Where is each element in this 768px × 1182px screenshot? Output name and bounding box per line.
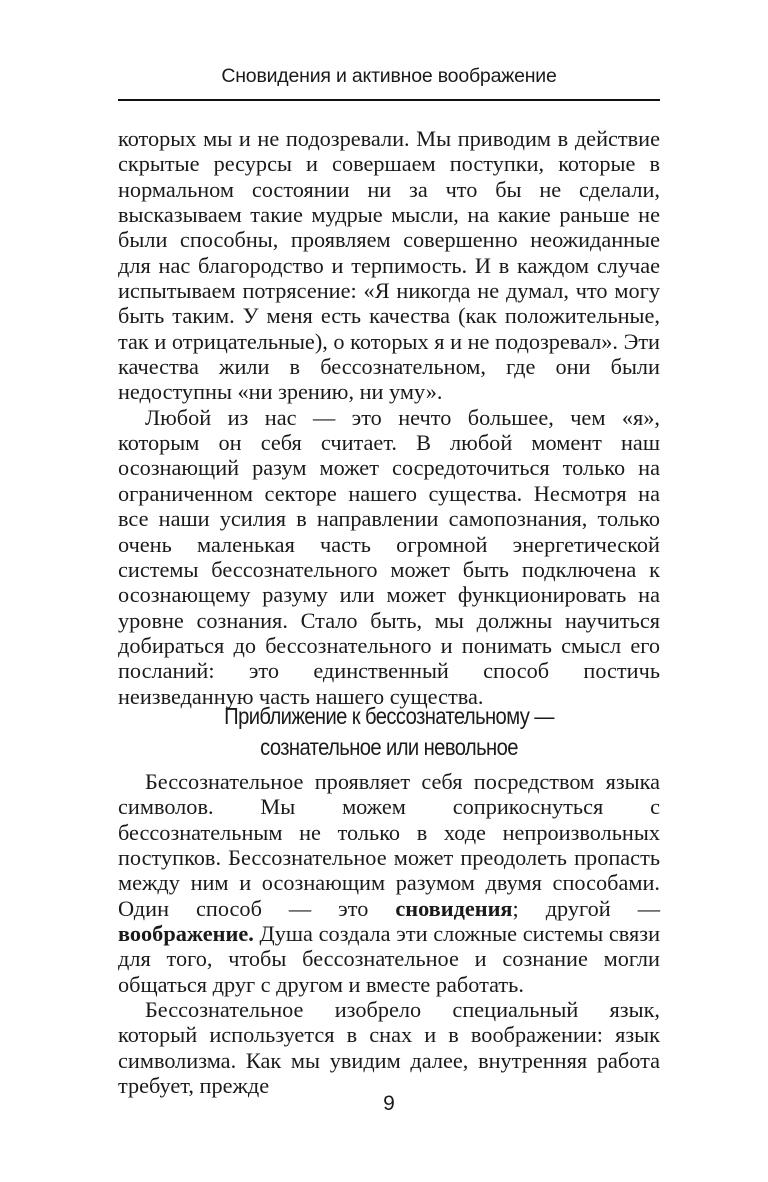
bold-term-dreams: сновидения <box>395 895 513 921</box>
running-head: Сновидения и активное воображение <box>221 65 557 87</box>
body-text-bottom <box>118 769 660 1098</box>
section-heading <box>156 701 622 763</box>
paragraph-conscious-mind: Любой из нас — это нечто большее, чем «я», которым он себя считает. В любой момент наш осознающий разум может сосредоточиться только на ограниченном секторе нашего существа. Несмотря на все наши усилия в направлении самопознания, только очень маленькая часть огромной энергетической системы бессознательного может быть подключена к осознающему разуму или может функционировать на уровне сознания. Стало быть, мы должны научиться добираться до бессознательного и понимать смысл его посланий: это единственный способ постичь неизведанную часть нашего существа. <box>118 404 660 709</box>
paragraph-symbol-language <box>118 769 660 997</box>
section-heading-line-2: сознательное или невольное <box>260 734 518 760</box>
paragraph-text: Бессознательное проявляет себя посредством языка символов. Мы можем соприкоснуться с бессознательным не только в ходе непроизвольных поступков. Бессознательное может преодолеть пропасть между ним и осознающим разумом двумя способами. Один способ — это <box>118 769 660 921</box>
header-rule <box>118 99 660 101</box>
bold-term-imagination: воображение. <box>118 921 254 947</box>
page-number: 9 <box>383 1092 395 1115</box>
paragraph-symbolism: Бессознательное изобрело специальный язык, который используется в снах и в воображении: язык символизма. Как мы увидим далее, внутренняя работа требует, прежде <box>118 997 660 1099</box>
paragraph-text: Душа создала эти сложные системы связи для того, чтобы бессознательное и сознание могли общаться друг с другом и вместе работать. <box>118 921 660 997</box>
paragraph-continuation: которых мы и не подозревали. Мы приводим в действие скрытые ресурсы и совершаем поступки, которые в нормальном состоянии ни за что бы не сделали, высказываем такие мудрые мысли, на какие раньше не были способны, проявляем совершенно неожиданные для нас благородство и терпимость. И в каждом случае испытываем потрясение: «Я никогда не думал, что могу быть таким. У меня есть качества (как положительные, так и отрицательные), о которых я и не подозревал». Эти качества жили в бессознательном, где они были недоступны «ни зрению, ни уму». <box>118 126 660 405</box>
paragraph-text: ; другой — <box>512 895 660 921</box>
body-text-top <box>118 126 660 709</box>
section-heading-line-1: Приближение к бессознательному — <box>224 703 554 729</box>
